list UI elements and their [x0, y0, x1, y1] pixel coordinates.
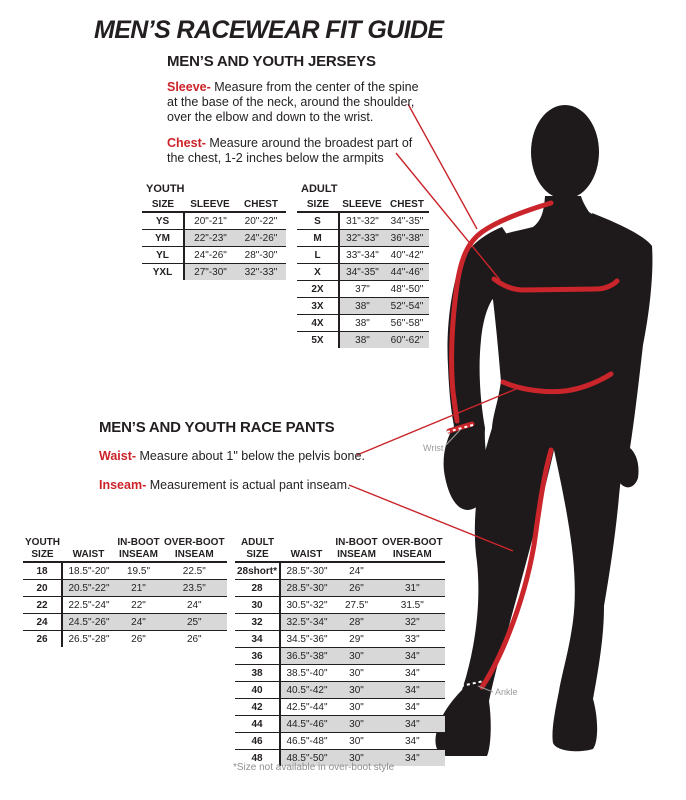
value-cell: 44.5"-46" — [280, 716, 333, 733]
value-cell: 20"-21" — [184, 212, 236, 230]
table-row — [235, 614, 445, 631]
column-header: SIZE — [235, 548, 280, 562]
table-row — [235, 716, 445, 733]
value-cell: 33"-34" — [339, 247, 385, 264]
value-cell: 33" — [380, 631, 445, 648]
table-row — [235, 597, 445, 614]
adult-jersey-group-label: ADULT — [301, 183, 338, 195]
column-header: SLEEVE — [339, 197, 385, 212]
table-row — [235, 562, 445, 580]
value-cell: 52"-54" — [385, 298, 429, 315]
table-row — [235, 699, 445, 716]
value-cell: 30" — [333, 699, 380, 716]
value-cell: 34" — [380, 716, 445, 733]
column-header: WAIST — [62, 548, 115, 562]
value-cell: 38" — [339, 315, 385, 332]
size-cell: YM — [142, 230, 184, 247]
table-row — [142, 264, 286, 281]
value-cell: 28.5"-30" — [280, 562, 333, 580]
column-header: INSEAM — [333, 548, 380, 562]
size-cell: S — [297, 212, 339, 230]
value-cell: 30" — [333, 682, 380, 699]
column-header: OVER-BOOT — [382, 536, 443, 548]
page-title: MEN’S RACEWEAR FIT GUIDE — [94, 16, 444, 44]
size-cell: 34 — [235, 631, 280, 648]
value-cell: 38" — [339, 332, 385, 349]
chest-description — [167, 136, 419, 166]
value-cell: 38.5"-40" — [280, 665, 333, 682]
column-header: CHEST — [236, 197, 286, 212]
youth-jersey-table-wrap — [142, 183, 286, 280]
value-cell: 21" — [115, 580, 162, 597]
value-cell: 48"-50" — [385, 281, 429, 298]
chest-term-text: Measure around the broadest part of the chest, 1-2 inches below the armpits — [167, 136, 413, 165]
value-cell: 30" — [333, 750, 380, 767]
column-header: SIZE — [297, 197, 339, 212]
value-cell: 30" — [333, 733, 380, 750]
value-cell: 34" — [380, 750, 445, 767]
column-header: INSEAM — [380, 548, 445, 562]
size-cell: M — [297, 230, 339, 247]
table-row — [235, 580, 445, 597]
table-row — [297, 247, 429, 264]
wrist-label: Wrist — [423, 443, 444, 453]
value-cell: 30" — [333, 716, 380, 733]
size-cell: 38 — [235, 665, 280, 682]
size-cell: 48 — [235, 750, 280, 767]
size-cell: 28short* — [235, 562, 280, 580]
table-row — [23, 614, 227, 631]
value-cell: 27"-30" — [184, 264, 236, 281]
value-cell: 20.5"-22" — [62, 580, 115, 597]
column-header — [62, 536, 115, 548]
value-cell: 26" — [333, 580, 380, 597]
waist-term-label: Waist- — [99, 449, 137, 463]
column-header: INSEAM — [162, 548, 227, 562]
jerseys-section-heading: MEN’S AND YOUTH JERSEYS — [167, 53, 376, 70]
value-cell: 46.5"-48" — [280, 733, 333, 750]
value-cell: 28"-30" — [236, 247, 286, 264]
value-cell: 38" — [339, 298, 385, 315]
value-cell: 28" — [333, 614, 380, 631]
value-cell: 30" — [333, 665, 380, 682]
size-cell: 26 — [23, 631, 62, 648]
value-cell: 26" — [186, 633, 202, 645]
value-cell: 32"-33" — [339, 230, 385, 247]
table-row — [23, 631, 227, 648]
waist-term-text: Measure about 1" below the pelvis bone. — [136, 449, 365, 463]
column-header: OVER-BOOT — [164, 536, 225, 548]
sleeve-term-label: Sleeve- — [167, 80, 211, 94]
size-cell: L — [297, 247, 339, 264]
adult-jersey-table-wrap — [297, 183, 429, 348]
value-cell: 34"-35" — [385, 212, 429, 230]
size-cell: 40 — [235, 682, 280, 699]
size-cell: YS — [142, 212, 184, 230]
chest-term-label: Chest- — [167, 136, 206, 150]
size-cell: 28 — [235, 580, 280, 597]
value-cell: 20"-22" — [236, 212, 286, 230]
value-cell: 40"-42" — [385, 247, 429, 264]
value-cell: 34" — [380, 648, 445, 665]
column-header: IN-BOOT — [335, 536, 378, 548]
youth-jersey-group-label: YOUTH — [146, 183, 185, 195]
youth-pants-table — [23, 536, 227, 647]
size-cell: 36 — [235, 648, 280, 665]
inseam-term-text: Measurement is actual pant inseam. — [146, 478, 351, 492]
column-header — [280, 536, 333, 548]
value-cell: 56"-58" — [385, 315, 429, 332]
value-cell: 60"-62" — [385, 332, 429, 349]
value-cell: 25" — [162, 614, 227, 631]
value-cell — [380, 562, 445, 580]
value-cell: 32"-33" — [236, 264, 286, 281]
table-row — [142, 247, 286, 264]
value-cell: 34" — [380, 682, 445, 699]
table-row — [235, 733, 445, 750]
table-row — [297, 264, 429, 281]
value-cell: 28.5"-30" — [280, 580, 333, 597]
ankle-label: Ankle — [495, 687, 518, 697]
column-header: CHEST — [385, 197, 429, 212]
value-cell: 36"-38" — [385, 230, 429, 247]
table-row — [235, 682, 445, 699]
adult-pants-table-wrap — [235, 536, 445, 766]
value-cell: 22"-23" — [184, 230, 236, 247]
value-cell: 18.5"-20" — [62, 562, 115, 580]
table-row — [297, 315, 429, 332]
value-cell: 24"-26" — [236, 230, 286, 247]
pants-section-heading: MEN’S AND YOUTH RACE PANTS — [99, 419, 335, 436]
column-header: SIZE — [23, 548, 62, 562]
youth-pants-table-wrap — [23, 536, 227, 647]
value-cell: 26.5"-28" — [68, 633, 110, 645]
value-cell: 27.5" — [333, 597, 380, 614]
value-cell: 48.5"-50" — [280, 750, 333, 767]
size-cell: X — [297, 264, 339, 281]
value-cell: 26" — [131, 633, 146, 645]
value-cell: 42.5"-44" — [280, 699, 333, 716]
table-row — [23, 597, 227, 614]
value-cell: 34"-35" — [339, 264, 385, 281]
size-cell: 2X — [297, 281, 339, 298]
inseam-description — [99, 478, 399, 493]
column-header: IN-BOOT — [117, 536, 160, 548]
size-cell: 44 — [235, 716, 280, 733]
value-cell: 31"-32" — [339, 212, 385, 230]
size-cell: 3X — [297, 298, 339, 315]
value-cell: 32.5"-34" — [280, 614, 333, 631]
size-cell: YL — [142, 247, 184, 264]
table-row — [235, 665, 445, 682]
value-cell: 30.5"-32" — [280, 597, 333, 614]
size-footnote: *Size not available in over-boot style — [233, 762, 395, 773]
waist-description — [99, 449, 399, 464]
column-header: YOUTH — [25, 536, 60, 548]
column-header: ADULT — [240, 536, 275, 548]
size-cell: 24 — [23, 614, 62, 631]
value-cell: 24" — [115, 614, 162, 631]
size-cell: 30 — [235, 597, 280, 614]
column-header: WAIST — [280, 548, 333, 562]
adult-pants-table — [235, 536, 445, 766]
value-cell: 34.5"-36" — [280, 631, 333, 648]
table-row — [23, 580, 227, 597]
table-row — [297, 212, 429, 230]
table-row — [23, 562, 227, 580]
size-cell: 22 — [23, 597, 62, 614]
value-cell: 34" — [380, 733, 445, 750]
size-cell: 5X — [297, 332, 339, 349]
figure-head — [531, 105, 599, 199]
size-cell: 18 — [23, 562, 62, 580]
adult-jersey-table — [297, 197, 429, 348]
value-cell: 34" — [380, 699, 445, 716]
table-row — [235, 648, 445, 665]
value-cell: 29" — [333, 631, 380, 648]
size-cell: 42 — [235, 699, 280, 716]
value-cell: 32" — [380, 614, 445, 631]
value-cell: 22" — [115, 597, 162, 614]
table-row — [235, 631, 445, 648]
value-cell: 24" — [162, 597, 227, 614]
size-cell: 4X — [297, 315, 339, 332]
column-header: SLEEVE — [184, 197, 236, 212]
table-row — [142, 230, 286, 247]
value-cell: 23.5" — [162, 580, 227, 597]
sleeve-description — [167, 80, 419, 125]
size-cell: 32 — [235, 614, 280, 631]
value-cell: 22.5" — [162, 562, 227, 580]
table-row — [297, 230, 429, 247]
value-cell: 31" — [380, 580, 445, 597]
table-row — [142, 212, 286, 230]
value-cell: 31.5" — [380, 597, 445, 614]
size-cell: 20 — [23, 580, 62, 597]
value-cell: 36.5"-38" — [280, 648, 333, 665]
column-header: SIZE — [142, 197, 184, 212]
sleeve-term-text: Measure from the center of the spine at the base of the neck, around the shoulder, over the elbow and down to the wrist. — [167, 80, 419, 124]
value-cell: 24"-26" — [184, 247, 236, 264]
value-cell: 22.5"-24" — [62, 597, 115, 614]
column-header: INSEAM — [115, 548, 162, 562]
value-cell: 24.5"-26" — [62, 614, 115, 631]
youth-jersey-table — [142, 197, 286, 280]
value-cell: 44"-46" — [385, 264, 429, 281]
value-cell: 37" — [339, 281, 385, 298]
table-row — [297, 281, 429, 298]
size-cell: 46 — [235, 733, 280, 750]
value-cell: 40.5"-42" — [280, 682, 333, 699]
value-cell: 30" — [333, 648, 380, 665]
value-cell: 24" — [333, 562, 380, 580]
value-cell: 34" — [380, 665, 445, 682]
table-row — [297, 332, 429, 349]
size-cell: YXL — [142, 264, 184, 281]
inseam-term-label: Inseam- — [99, 478, 147, 492]
value-cell: 19.5" — [115, 562, 162, 580]
table-row — [297, 298, 429, 315]
